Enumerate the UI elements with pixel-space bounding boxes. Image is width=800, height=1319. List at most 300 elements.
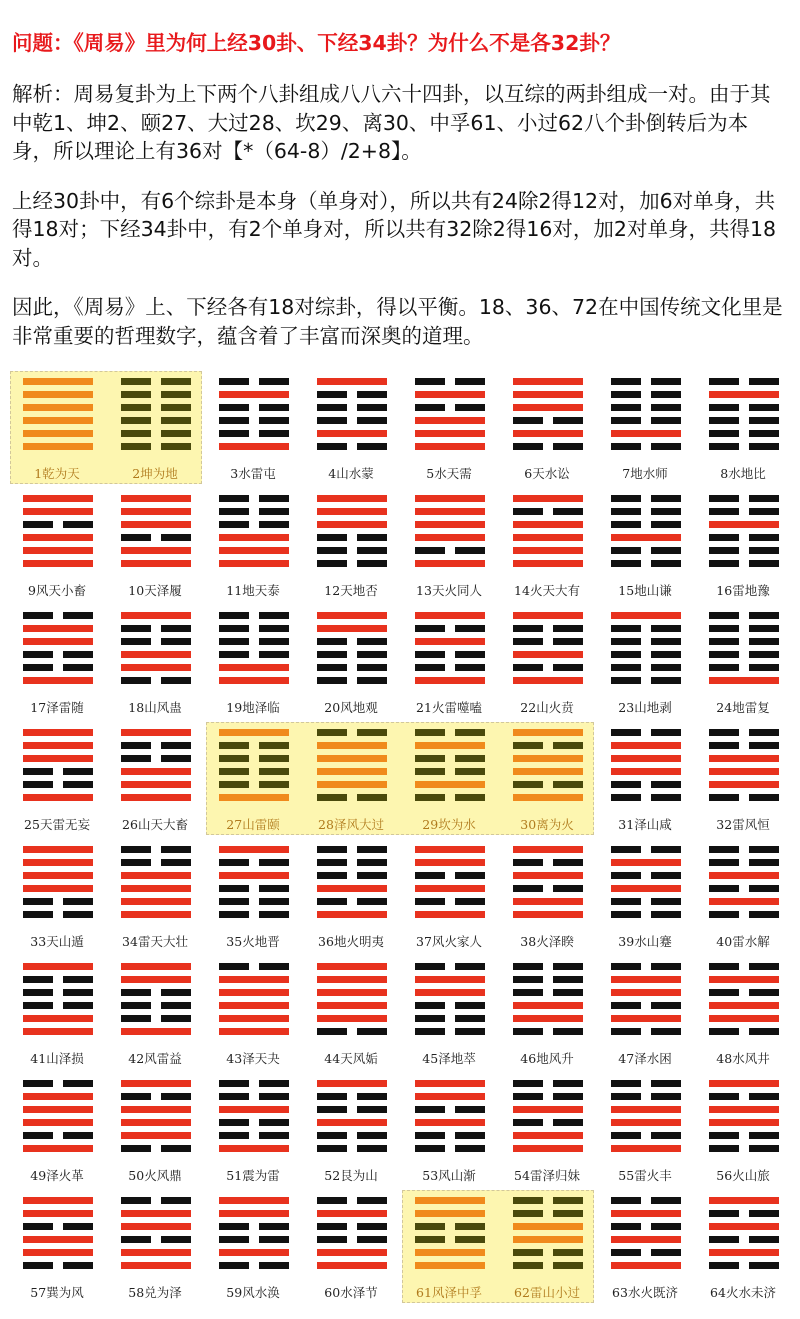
yang-line bbox=[709, 898, 779, 905]
hexagram-label: 32雷风恒 bbox=[716, 817, 770, 832]
yin-line bbox=[709, 1210, 779, 1217]
yang-line bbox=[513, 651, 583, 658]
yin-line bbox=[709, 443, 779, 450]
hexagram-label: 55雷火丰 bbox=[618, 1168, 672, 1183]
hexagram-label: 34雷天大壮 bbox=[122, 934, 188, 949]
yang-line bbox=[219, 547, 289, 554]
yang-line bbox=[513, 1236, 583, 1243]
yang-line bbox=[415, 742, 485, 749]
hexagram-cell bbox=[596, 1070, 694, 1187]
hexagram-label: 11地天泰 bbox=[226, 583, 280, 598]
yin-line bbox=[415, 898, 485, 905]
yin-line bbox=[709, 989, 779, 996]
hexagram-cell bbox=[694, 485, 792, 602]
hexagram-label: 61风泽中孚 bbox=[416, 1285, 482, 1300]
yang-line bbox=[219, 1002, 289, 1009]
hexagram-cell bbox=[498, 953, 596, 1070]
yang-line bbox=[317, 1002, 387, 1009]
yin-line bbox=[513, 963, 583, 970]
yang-line bbox=[415, 430, 485, 437]
question-heading: 问题：《周易》里为何上经30卦、下经34卦？为什么不是各32卦？ bbox=[12, 31, 621, 55]
yin-line bbox=[23, 1002, 93, 1009]
yang-line bbox=[709, 1223, 779, 1230]
yang-line bbox=[219, 1028, 289, 1035]
hexagram-cell bbox=[106, 836, 204, 953]
yang-line bbox=[121, 1080, 191, 1087]
yang-line bbox=[317, 989, 387, 996]
yang-line bbox=[611, 1262, 681, 1269]
hexagram-label: 39水山蹇 bbox=[618, 934, 672, 949]
yang-line bbox=[709, 1106, 779, 1113]
hexagram-cell bbox=[204, 719, 302, 836]
yang-line bbox=[415, 911, 485, 918]
hexagram-cell bbox=[694, 1187, 792, 1304]
yin-line bbox=[121, 625, 191, 632]
yin-line bbox=[415, 1015, 485, 1022]
yin-line bbox=[23, 976, 93, 983]
yin-line bbox=[709, 638, 779, 645]
hexagram-cell bbox=[204, 1070, 302, 1187]
yin-line bbox=[709, 1132, 779, 1139]
yin-line bbox=[317, 1106, 387, 1113]
yang-line bbox=[709, 1002, 779, 1009]
hexagram-label: 38火泽睽 bbox=[520, 934, 574, 949]
yin-line bbox=[611, 1093, 681, 1100]
hexagram-cell bbox=[596, 368, 694, 485]
yin-line bbox=[219, 638, 289, 645]
yin-line bbox=[121, 1197, 191, 1204]
yang-line bbox=[415, 1080, 485, 1087]
hexagram-cell bbox=[204, 485, 302, 602]
yin-line bbox=[709, 495, 779, 502]
yang-line bbox=[121, 729, 191, 736]
hexagram-label: 25天雷无妄 bbox=[24, 817, 90, 832]
hexagram-cell bbox=[106, 485, 204, 602]
yin-line bbox=[513, 1028, 583, 1035]
hexagram-label: 53风山渐 bbox=[422, 1168, 476, 1183]
yin-line bbox=[121, 1002, 191, 1009]
yin-line bbox=[415, 1028, 485, 1035]
yin-line bbox=[317, 417, 387, 424]
yang-line bbox=[23, 404, 93, 411]
yin-line bbox=[611, 625, 681, 632]
hexagram-cell bbox=[596, 602, 694, 719]
yang-line bbox=[415, 612, 485, 619]
yang-line bbox=[415, 677, 485, 684]
yin-line bbox=[317, 1197, 387, 1204]
yin-line bbox=[317, 1223, 387, 1230]
yin-line bbox=[611, 872, 681, 879]
yang-line bbox=[709, 1119, 779, 1126]
yin-line bbox=[317, 1132, 387, 1139]
article-text bbox=[12, 28, 788, 371]
yang-line bbox=[121, 495, 191, 502]
yang-line bbox=[219, 976, 289, 983]
hexagram-cell bbox=[204, 368, 302, 485]
yin-line bbox=[23, 651, 93, 658]
yin-line bbox=[611, 417, 681, 424]
yang-line bbox=[23, 1249, 93, 1256]
yang-line bbox=[513, 495, 583, 502]
yin-line bbox=[513, 1197, 583, 1204]
hexagram-cell bbox=[498, 485, 596, 602]
yang-line bbox=[709, 1197, 779, 1204]
yin-line bbox=[513, 781, 583, 788]
hexagram-label: 3水雷屯 bbox=[230, 466, 276, 481]
yang-line bbox=[23, 547, 93, 554]
yin-line bbox=[709, 430, 779, 437]
yin-line bbox=[121, 443, 191, 450]
yin-line bbox=[219, 1236, 289, 1243]
hexagram-cell bbox=[596, 719, 694, 836]
yang-line bbox=[513, 677, 583, 684]
yin-line bbox=[219, 1119, 289, 1126]
yang-line bbox=[513, 898, 583, 905]
yang-line bbox=[121, 1223, 191, 1230]
hexagram-label: 22山火贲 bbox=[520, 700, 574, 715]
yang-line bbox=[121, 560, 191, 567]
yang-line bbox=[415, 846, 485, 853]
yin-line bbox=[709, 1093, 779, 1100]
hexagram-cell bbox=[302, 485, 400, 602]
yin-line bbox=[513, 989, 583, 996]
yang-line bbox=[23, 1119, 93, 1126]
yin-line bbox=[709, 664, 779, 671]
yin-line bbox=[23, 911, 93, 918]
hexagram-label: 43泽天夬 bbox=[226, 1051, 280, 1066]
hexagram-cell bbox=[302, 836, 400, 953]
yang-line bbox=[415, 391, 485, 398]
yang-line bbox=[513, 1132, 583, 1139]
hexagram-label: 31泽山咸 bbox=[618, 817, 672, 832]
yang-line bbox=[415, 989, 485, 996]
yin-line bbox=[611, 391, 681, 398]
yin-line bbox=[121, 846, 191, 853]
yin-line bbox=[317, 534, 387, 541]
yin-line bbox=[317, 1028, 387, 1035]
yang-line bbox=[513, 547, 583, 554]
yang-line bbox=[121, 547, 191, 554]
hexagram-cell bbox=[302, 953, 400, 1070]
hexagram-cell bbox=[302, 719, 400, 836]
yin-line bbox=[415, 651, 485, 658]
yang-line bbox=[709, 1015, 779, 1022]
hexagram-label: 19地泽临 bbox=[226, 700, 280, 715]
yin-line bbox=[219, 495, 289, 502]
hexagram-cell bbox=[8, 1187, 106, 1304]
yang-line bbox=[317, 612, 387, 619]
yin-line bbox=[219, 1262, 289, 1269]
yang-line bbox=[121, 521, 191, 528]
yin-line bbox=[23, 1080, 93, 1087]
yin-line bbox=[709, 742, 779, 749]
yin-line bbox=[415, 1236, 485, 1243]
yin-line bbox=[219, 859, 289, 866]
yang-line bbox=[121, 781, 191, 788]
yang-line bbox=[415, 638, 485, 645]
yang-line bbox=[121, 1028, 191, 1035]
hexagram-grid bbox=[8, 368, 792, 1308]
yin-line bbox=[513, 885, 583, 892]
yang-line bbox=[121, 1210, 191, 1217]
yin-line bbox=[415, 404, 485, 411]
yang-line bbox=[23, 625, 93, 632]
yin-line bbox=[219, 1223, 289, 1230]
hexagram-label: 57巽为风 bbox=[30, 1285, 84, 1300]
yang-line bbox=[23, 755, 93, 762]
yin-line bbox=[219, 521, 289, 528]
yang-line bbox=[513, 911, 583, 918]
yin-line bbox=[709, 651, 779, 658]
yang-line bbox=[23, 508, 93, 515]
yin-line bbox=[219, 651, 289, 658]
yang-line bbox=[23, 430, 93, 437]
yin-line bbox=[219, 755, 289, 762]
yang-line bbox=[219, 560, 289, 567]
yang-line bbox=[415, 495, 485, 502]
hexagram-cell bbox=[400, 1070, 498, 1187]
yang-line bbox=[611, 989, 681, 996]
yang-line bbox=[513, 521, 583, 528]
yin-line bbox=[611, 963, 681, 970]
yang-line bbox=[23, 1093, 93, 1100]
yang-line bbox=[23, 1210, 93, 1217]
yin-line bbox=[317, 638, 387, 645]
yin-line bbox=[219, 1093, 289, 1100]
hexagram-label: 45泽地萃 bbox=[422, 1051, 476, 1066]
hexagram-cell bbox=[8, 368, 106, 485]
hexagram-cell bbox=[106, 368, 204, 485]
yin-line bbox=[317, 872, 387, 879]
yang-line bbox=[611, 885, 681, 892]
yang-line bbox=[23, 885, 93, 892]
yang-line bbox=[513, 1015, 583, 1022]
yang-line bbox=[317, 742, 387, 749]
yang-line bbox=[121, 976, 191, 983]
yang-line bbox=[513, 560, 583, 567]
yin-line bbox=[709, 625, 779, 632]
yin-line bbox=[219, 508, 289, 515]
yin-line bbox=[611, 677, 681, 684]
yang-line bbox=[23, 495, 93, 502]
hexagram-label: 64火水未济 bbox=[710, 1285, 776, 1300]
yang-line bbox=[23, 677, 93, 684]
yin-line bbox=[219, 768, 289, 775]
hexagram-label: 56火山旅 bbox=[716, 1168, 770, 1183]
hexagram-label: 36地火明夷 bbox=[318, 934, 384, 949]
yang-line bbox=[121, 1106, 191, 1113]
yin-line bbox=[709, 1028, 779, 1035]
yin-line bbox=[121, 378, 191, 385]
yang-line bbox=[513, 391, 583, 398]
yin-line bbox=[709, 378, 779, 385]
yin-line bbox=[709, 1145, 779, 1152]
yang-line bbox=[415, 1119, 485, 1126]
yang-line bbox=[611, 768, 681, 775]
yin-line bbox=[611, 521, 681, 528]
yin-line bbox=[415, 1002, 485, 1009]
hexagram-cell bbox=[498, 836, 596, 953]
upper-lower-paragraph: 上经30卦中，有6个综卦是本身（单身对），所以共有24除2得12对，加6对单身，共得18对；下经34卦中，有2个单身对，所以共有32除2得16对，加2对单身，共得18对。 bbox=[12, 188, 777, 270]
hexagram-cell bbox=[400, 368, 498, 485]
yin-line bbox=[219, 963, 289, 970]
yin-line bbox=[611, 1249, 681, 1256]
yang-line bbox=[121, 1249, 191, 1256]
conclusion-paragraph: 因此，《周易》上、下经各有18对综卦，得以平衡。18、36、72在中国传统文化里是非常重要的哲理数字，蕴含着了丰富而深奥的道理。 bbox=[12, 295, 783, 348]
yang-line bbox=[23, 1145, 93, 1152]
hexagram-cell bbox=[400, 485, 498, 602]
yin-line bbox=[219, 781, 289, 788]
yin-line bbox=[611, 898, 681, 905]
yin-line bbox=[709, 1236, 779, 1243]
yang-line bbox=[121, 872, 191, 879]
yang-line bbox=[513, 794, 583, 801]
yang-line bbox=[415, 885, 485, 892]
hexagram-cell bbox=[204, 1187, 302, 1304]
hexagram-cell bbox=[400, 719, 498, 836]
yang-line bbox=[121, 1262, 191, 1269]
yang-line bbox=[23, 1028, 93, 1035]
yin-line bbox=[219, 1132, 289, 1139]
yang-line bbox=[317, 1015, 387, 1022]
yang-line bbox=[121, 1119, 191, 1126]
yang-line bbox=[121, 898, 191, 905]
hexagram-cell bbox=[8, 953, 106, 1070]
yang-line bbox=[709, 976, 779, 983]
yang-line bbox=[121, 508, 191, 515]
hexagram-label: 42风雷益 bbox=[128, 1051, 182, 1066]
hexagram-cell bbox=[694, 836, 792, 953]
yang-line bbox=[23, 1106, 93, 1113]
yang-line bbox=[415, 781, 485, 788]
yang-line bbox=[23, 1236, 93, 1243]
yin-line bbox=[709, 911, 779, 918]
yang-line bbox=[219, 1249, 289, 1256]
yang-line bbox=[513, 1002, 583, 1009]
yin-line bbox=[121, 391, 191, 398]
yin-line bbox=[513, 742, 583, 749]
yang-line bbox=[415, 1210, 485, 1217]
yin-line bbox=[121, 534, 191, 541]
yin-line bbox=[317, 404, 387, 411]
yang-line bbox=[219, 1106, 289, 1113]
yin-line bbox=[219, 911, 289, 918]
hexagram-label: 23山地剥 bbox=[618, 700, 672, 715]
yin-line bbox=[415, 755, 485, 762]
yin-line bbox=[513, 664, 583, 671]
yang-line bbox=[23, 1197, 93, 1204]
yang-line bbox=[317, 768, 387, 775]
hexagram-cell bbox=[400, 836, 498, 953]
yang-line bbox=[219, 846, 289, 853]
yin-line bbox=[611, 378, 681, 385]
yang-line bbox=[121, 963, 191, 970]
hexagram-cell bbox=[694, 953, 792, 1070]
yin-line bbox=[121, 1015, 191, 1022]
yin-line bbox=[317, 1093, 387, 1100]
yin-line bbox=[23, 1132, 93, 1139]
yin-line bbox=[611, 911, 681, 918]
yin-line bbox=[219, 1080, 289, 1087]
hexagram-cell bbox=[106, 719, 204, 836]
yang-line bbox=[709, 1249, 779, 1256]
hexagram-label: 29坎为水 bbox=[422, 817, 476, 832]
hexagram-cell bbox=[596, 953, 694, 1070]
hexagram-label: 62雷山小过 bbox=[514, 1285, 580, 1300]
yin-line bbox=[513, 1119, 583, 1126]
yin-line bbox=[513, 443, 583, 450]
yang-line bbox=[219, 1145, 289, 1152]
hexagram-label: 14火天大有 bbox=[514, 583, 580, 598]
yang-line bbox=[317, 1119, 387, 1126]
yin-line bbox=[415, 378, 485, 385]
yang-line bbox=[23, 391, 93, 398]
yang-line bbox=[23, 846, 93, 853]
yang-line bbox=[513, 378, 583, 385]
hexagram-label: 24地雷复 bbox=[716, 700, 770, 715]
yang-line bbox=[121, 768, 191, 775]
yang-line bbox=[121, 911, 191, 918]
yang-line bbox=[709, 677, 779, 684]
hexagram-label: 58兑为泽 bbox=[128, 1285, 182, 1300]
yang-line bbox=[513, 1223, 583, 1230]
yin-line bbox=[317, 651, 387, 658]
yin-line bbox=[709, 560, 779, 567]
yang-line bbox=[709, 521, 779, 528]
hexagram-cell bbox=[302, 368, 400, 485]
yang-line bbox=[415, 1262, 485, 1269]
hexagram-cell bbox=[596, 836, 694, 953]
yang-line bbox=[513, 729, 583, 736]
hexagram-label: 9风天小畜 bbox=[28, 583, 86, 598]
hexagram-cell bbox=[596, 1187, 694, 1304]
yang-line bbox=[317, 1249, 387, 1256]
yin-line bbox=[219, 404, 289, 411]
hexagram-label: 16雷地豫 bbox=[716, 583, 770, 598]
yin-line bbox=[611, 794, 681, 801]
yin-line bbox=[513, 1262, 583, 1269]
yang-line bbox=[23, 638, 93, 645]
yin-line bbox=[121, 1145, 191, 1152]
yin-line bbox=[709, 1262, 779, 1269]
hexagram-cell bbox=[498, 1187, 596, 1304]
yang-line bbox=[219, 729, 289, 736]
yin-line bbox=[219, 378, 289, 385]
yang-line bbox=[611, 859, 681, 866]
hexagram-cell bbox=[596, 485, 694, 602]
yang-line bbox=[317, 911, 387, 918]
yin-line bbox=[317, 677, 387, 684]
hexagram-label: 47泽水困 bbox=[618, 1051, 672, 1066]
yin-line bbox=[23, 898, 93, 905]
hexagram-label: 20风地观 bbox=[324, 700, 378, 715]
yang-line bbox=[23, 1015, 93, 1022]
yang-line bbox=[415, 1197, 485, 1204]
yang-line bbox=[219, 1015, 289, 1022]
yang-line bbox=[513, 430, 583, 437]
yang-line bbox=[23, 794, 93, 801]
hexagram-label: 35火地晋 bbox=[226, 934, 280, 949]
yang-line bbox=[317, 1262, 387, 1269]
yin-line bbox=[415, 1145, 485, 1152]
yang-line bbox=[317, 781, 387, 788]
yang-line bbox=[611, 612, 681, 619]
hexagram-label: 50火风鼎 bbox=[128, 1168, 182, 1183]
yin-line bbox=[219, 430, 289, 437]
yin-line bbox=[219, 742, 289, 749]
yang-line bbox=[23, 872, 93, 879]
yin-line bbox=[415, 1223, 485, 1230]
